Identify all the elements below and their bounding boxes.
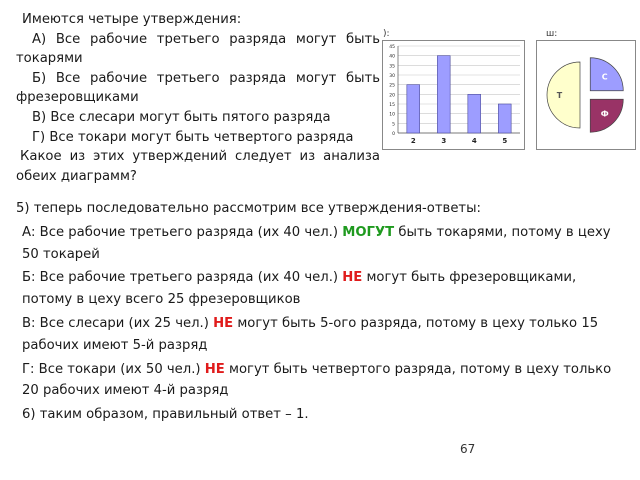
- bar-chart-svg: [382, 40, 525, 150]
- page-number: 67: [460, 442, 476, 456]
- answer-d: [16, 359, 628, 403]
- answer-d-text-pre: Г: Все токари (их 50 чел.): [22, 361, 205, 377]
- statements-intro: Имеются четыре утверждения:: [22, 12, 242, 27]
- bar-5: [498, 104, 511, 133]
- answer-c-keyword: НЕ: [213, 315, 234, 331]
- statement-a: А) Все рабочие третьего разряда могут быть токарями: [16, 31, 380, 67]
- bar-4: [468, 94, 481, 133]
- statement-c: В) Все слесари могут быть пятого разряда: [32, 109, 331, 125]
- pie-slice-label: Ф: [600, 109, 609, 119]
- y-tick-label: 25: [389, 83, 395, 89]
- y-tick-label: 40: [389, 54, 395, 60]
- answers-step5: 5) теперь последовательно рассмотрим все утверждения-ответы:: [16, 201, 481, 216]
- bar-2: [407, 85, 420, 133]
- answer-a-keyword: МОГУТ: [342, 224, 395, 240]
- x-tick-label: 5: [502, 137, 508, 145]
- bar-3: [437, 56, 450, 133]
- answer-a-text-pre: А: Все рабочие третьего разряда (их 40 чел.): [22, 224, 343, 240]
- x-tick-label: 4: [471, 137, 477, 145]
- x-tick-label: 3: [441, 137, 447, 145]
- y-tick-label: 15: [389, 103, 395, 108]
- bar-chart: [382, 40, 525, 150]
- answer-c: [16, 313, 628, 357]
- pie-corner-label: ш:: [546, 29, 558, 39]
- y-tick-label: 10: [389, 112, 395, 118]
- pie-slice-label: Т: [556, 91, 563, 100]
- answer-b: [16, 267, 628, 311]
- answer-b-text-pre: Б: Все рабочие третьего разряда (их 40 чел.): [22, 270, 343, 286]
- chart-corner-label: ):: [383, 29, 390, 39]
- answers-step6: 6) таким образом, правильный ответ – 1.: [22, 407, 309, 423]
- pie-chart: [536, 40, 636, 150]
- y-tick-label: 5: [392, 122, 395, 128]
- statements-block: [16, 10, 380, 186]
- y-tick-label: 0: [392, 132, 395, 137]
- answer-b-keyword: НЕ: [342, 270, 363, 286]
- answer-a-text-post: быть токарями, потому в цеху 50 токарей: [22, 224, 611, 262]
- pie-slice-label: С: [601, 72, 608, 82]
- y-tick-label: 35: [389, 64, 395, 70]
- answers-block: [16, 198, 628, 426]
- y-tick-label: 20: [389, 93, 395, 99]
- answer-c-text-post: могут быть 5-ого разряда, потому в цеху только 15 рабочих имеют 5-й разряд: [22, 315, 599, 353]
- y-tick-label: 45: [389, 45, 395, 50]
- statement-b: Б) Все рабочие третьего разряда могут быть фрезеровщиками: [16, 70, 380, 106]
- answer-b-text-post: могут быть фрезеровщиками, потому в цеху всего 25 фрезеровщиков: [22, 270, 577, 308]
- y-tick-label: 30: [389, 74, 395, 79]
- pie-chart-svg: [536, 40, 636, 150]
- answer-a: [16, 222, 628, 266]
- answer-d-keyword: НЕ: [204, 361, 225, 377]
- statement-d: Г) Все токари могут быть четвертого разряда: [32, 129, 354, 145]
- answer-c-text-pre: В: Все слесари (их 25 чел.): [22, 315, 214, 331]
- answer-d-text-post: могут быть четвертого разряда, потому в цеху только 20 рабочих имеют 4-й разряд: [22, 361, 612, 399]
- x-tick-label: 2: [410, 137, 416, 145]
- statement-question: Какое из этих утверждений следует из анализа обеих диаграмм?: [16, 149, 380, 184]
